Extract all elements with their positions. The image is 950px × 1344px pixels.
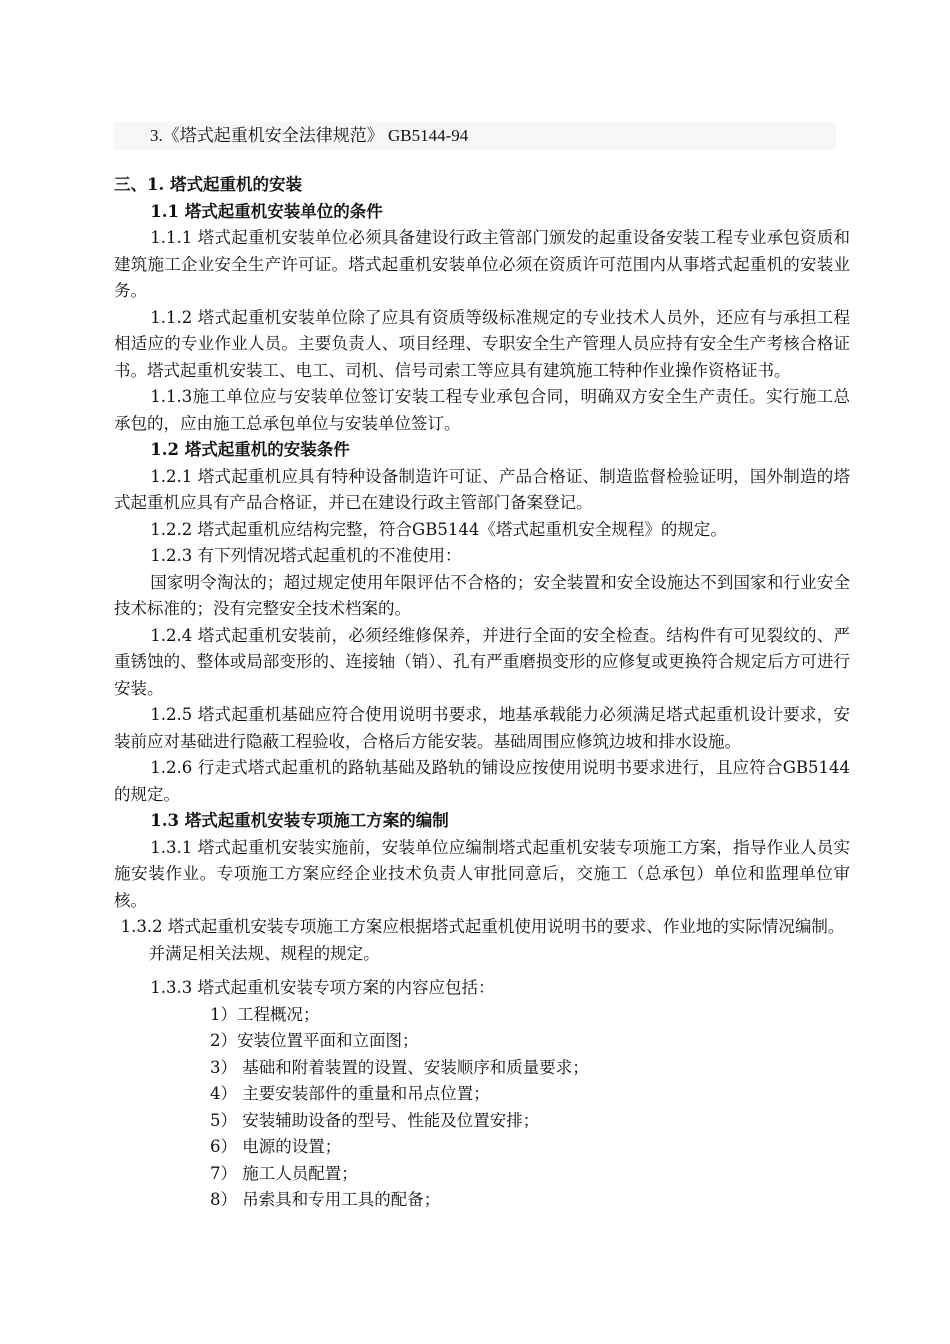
paragraph-1-2-1: 1.2.1 塔式起重机应具有特种设备制造许可证、产品合格证、制造监督检验证明，国外制造的塔式起重机应具有产品合格证，并已在建设行政主管部门备案登记。 <box>114 466 850 512</box>
paragraph-1-2-3: 1.2.3 有下列情况塔式起重机的不准使用： <box>150 546 462 565</box>
paragraph-1-2-6: 1.2.6 行走式塔式起重机的路轨基础及路轨的铺设应按使用说明书要求进行，且应符合GB5144的规定。 <box>114 758 850 804</box>
section-heading: 三、1. 塔式起重机的安装 <box>114 175 302 194</box>
list-item: 2）安装位置平面和立面图； <box>210 1031 419 1050</box>
paragraph-1-3-2: 1.3.2 塔式起重机安装专项施工方案应根据塔式起重机使用说明书的要求、作业地的实际情况编制。并满足相关法规、规程的规定。 <box>120 917 845 963</box>
subsection-heading-1-1: 1.1 塔式起重机安装单位的条件 <box>150 201 383 221</box>
paragraph-1-1-2: 1.1.2 塔式起重机安装单位除了应具有资质等级标准规定的专业技术人员外，还应有与承担工程相适应的专业作业人员。主要负责人、项目经理、专职安全生产管理人员应持有安全生产考核合格证书。塔式起重机安装工、电工、司机、信号司索工等应具有建筑施工特种作业操作资格证书。 <box>114 307 850 380</box>
document-body <box>114 172 850 1214</box>
paragraph-1-2-2: 1.2.2 塔式起重机应结构完整，符合GB5144《塔式起重机安全规程》的规定。 <box>150 519 727 539</box>
subsection-heading-1-2: 1.2 塔式起重机的安装条件 <box>150 440 350 459</box>
paragraph-1-2-5: 1.2.5 塔式起重机基础应符合使用说明书要求，地基承载能力必须满足塔式起重机设计要求，安装前应对基础进行隐蔽工程验收，合格后方能安装。基础周围应修筑边坡和排水设施。 <box>114 705 850 751</box>
list-item: 6） 电源的设置； <box>210 1137 342 1156</box>
list-item: 5） 安装辅助设备的型号、性能及位置安排； <box>210 1110 540 1130</box>
plan-contents-list <box>114 1002 850 1214</box>
reference-line: 3.《塔式起重机安全法律规范》 GB5144-94 <box>150 126 469 145</box>
list-item: 4） 主要安装部件的重量和吊点位置； <box>210 1084 490 1103</box>
list-item: 7） 施工人员配置； <box>210 1163 358 1183</box>
paragraph-1-2-4: 1.2.4 塔式起重机安装前，必须经维修保养，并进行全面的安全检查。结构件有可见裂纹的、严重锈蚀的、整体或局部变形的、连接轴（销）、孔有严重磨损变形的应修复或更换符合规定后方可进行安装。 <box>114 625 850 698</box>
list-item: 3） 基础和附着装置的设置、安装顺序和质量要求； <box>210 1057 589 1077</box>
list-item: 8） 吊索具和专用工具的配备； <box>210 1190 441 1209</box>
paragraph-1-3-1: 1.3.1 塔式起重机安装实施前，安装单位应编制塔式起重机安装专项施工方案，指导作业人员实施安装作业。专项施工方案应经企业技术负责人审批同意后，交施工（总承包）单位和监理单位审核。 <box>114 837 850 910</box>
paragraph-1-1-1: 1.1.1 塔式起重机安装单位必须具备建设行政主管部门颁发的起重设备安装工程专业承包资质和建筑施工企业安全生产许可证。塔式起重机安装单位必须在资质许可范围内从事塔式起重机的安装业务。 <box>114 228 850 300</box>
paragraph-1-1-3: 1.1.3施工单位应与安装单位签订安装工程专业承包合同，明确双方安全生产责任。实行施工总承包的，应由施工总承包单位与安装单位签订。 <box>114 387 850 433</box>
spacer <box>114 967 850 975</box>
subsection-heading-1-3: 1.3 塔式起重机安装专项施工方案的编制 <box>150 811 449 830</box>
paragraph-1-2-3-detail: 国家明令淘汰的；超过规定使用年限评估不合格的；安全装置和安全设施达不到国家和行业安全技术标准的；没有完整安全技术档案的。 <box>114 572 850 618</box>
list-item: 1）工程概况； <box>210 1004 320 1024</box>
paragraph-1-3-3: 1.3.3 塔式起重机安装专项方案的内容应包括： <box>150 978 495 997</box>
